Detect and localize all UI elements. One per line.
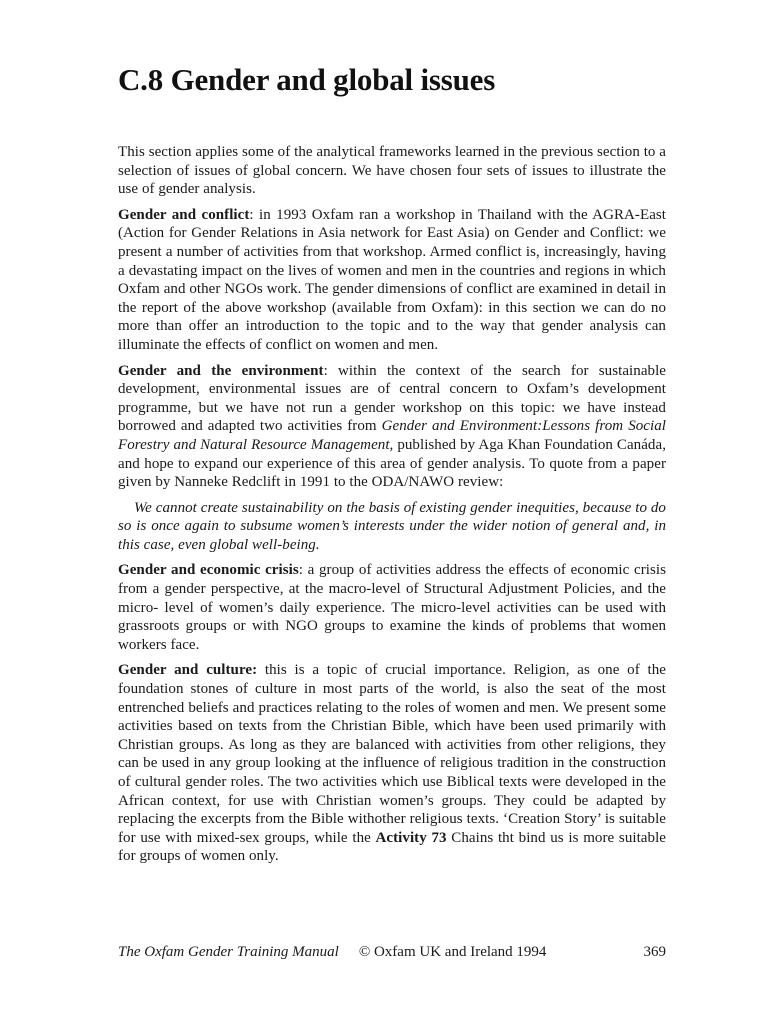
conflict-text: : in 1993 Oxfam ran a workshop in Thailand with the AGRA-East (Action for Gender Relations in Asia network for East Asia) on Gender and Conflict: we present a number of activities from that workshop. Armed conflict is, increasingly, having a devastating impact on the lives of women and men in the countries and regions in which Oxfam and other NGOs work. The gender dimensions of conflict are examined in detail in the report of the above workshop (available from Oxfam): in this section we can do no more than offer an introduction to the topic and to the way that gender analysis can illuminate the effects of conflict on women and men. xyxy=(118,206,667,353)
economic-paragraph xyxy=(118,561,666,654)
activity-reference: Activity 73 xyxy=(375,829,447,846)
culture-text-a: this is a topic of crucial importance. Religion, as one of the foundation stones of culture in most parts of the world, is also the seat of the most entrenched beliefs and practices relating to the roles of women and men. We present some activities based on texts from the Christian Bible, which have been used primarily with Christian groups. As long as they are balanced with activities from other religions, they can be used in any group looking at the influence of religious tradition in the construction of cultural gender roles. The two activities which use Biblical texts were developed in the African context, for use with Christian women’s groups. They could be adapted by replacing the excerpts from the Bible withother religious texts. ‘Creation Story’ is suitable for use with mixed-sex groups, while the xyxy=(118,662,667,846)
conflict-heading: Gender and conflict xyxy=(118,206,250,223)
body-text xyxy=(118,143,666,873)
environment-book-title: Gender and Environment:Lessons from Social Forestry and Natural Resource Management xyxy=(118,418,666,453)
culture-paragraph xyxy=(118,661,666,866)
environment-text-a: : within the context of the search for sustainable development, environmental issues are of central concern to Oxfam’s development programme, but we have not run a gender workshop on this topic: we have instead borrowed and adapted two activities from xyxy=(118,362,666,435)
footer-manual-title: The Oxfam Gender Training Manual xyxy=(118,944,339,960)
environment-paragraph xyxy=(118,362,666,492)
culture-heading: Gender and culture: xyxy=(118,662,258,679)
environment-text-b: , published by Aga Khan Foundation Canáda, and hope to expand our experience of this area of gender analysis. To quote from a paper given by Nanneke Redclift in 1991 to the ODA/NAWO review: xyxy=(118,436,666,491)
page-footer xyxy=(118,944,666,961)
culture-text-b: Chains tht bind us is more suitable for groups of women only. xyxy=(118,829,666,865)
footer-copyright: © Oxfam UK and Ireland 1994 xyxy=(358,944,547,960)
conflict-paragraph xyxy=(118,206,666,355)
economic-text: : a group of activities address the effects of economic crisis from a gender perspective, at the macro-level of Structural Adjustment Policies, and the micro- level of women’s daily experience. The micro-level activities can be used with grassroots groups or with NGO groups to examine the kinds of problems that women workers face. xyxy=(118,562,666,653)
intro-paragraph: This section applies some of the analytical frameworks learned in the previous section to a selection of issues of global concern. We have chosen four sets of issues to illustrate the use of gender analysis. xyxy=(118,144,666,198)
page-number: 369 xyxy=(643,944,666,960)
economic-heading: Gender and economic crisis xyxy=(118,562,299,579)
page-title: C.8 Gender and global issues xyxy=(118,62,496,97)
environment-heading: Gender and the environment xyxy=(118,362,324,379)
redclift-quote: We cannot create sustainability on the basis of existing gender inequities, because to do so is once again to subsume women’s interests under the wider notion of general and, in this case, even global well-being. xyxy=(118,499,666,553)
